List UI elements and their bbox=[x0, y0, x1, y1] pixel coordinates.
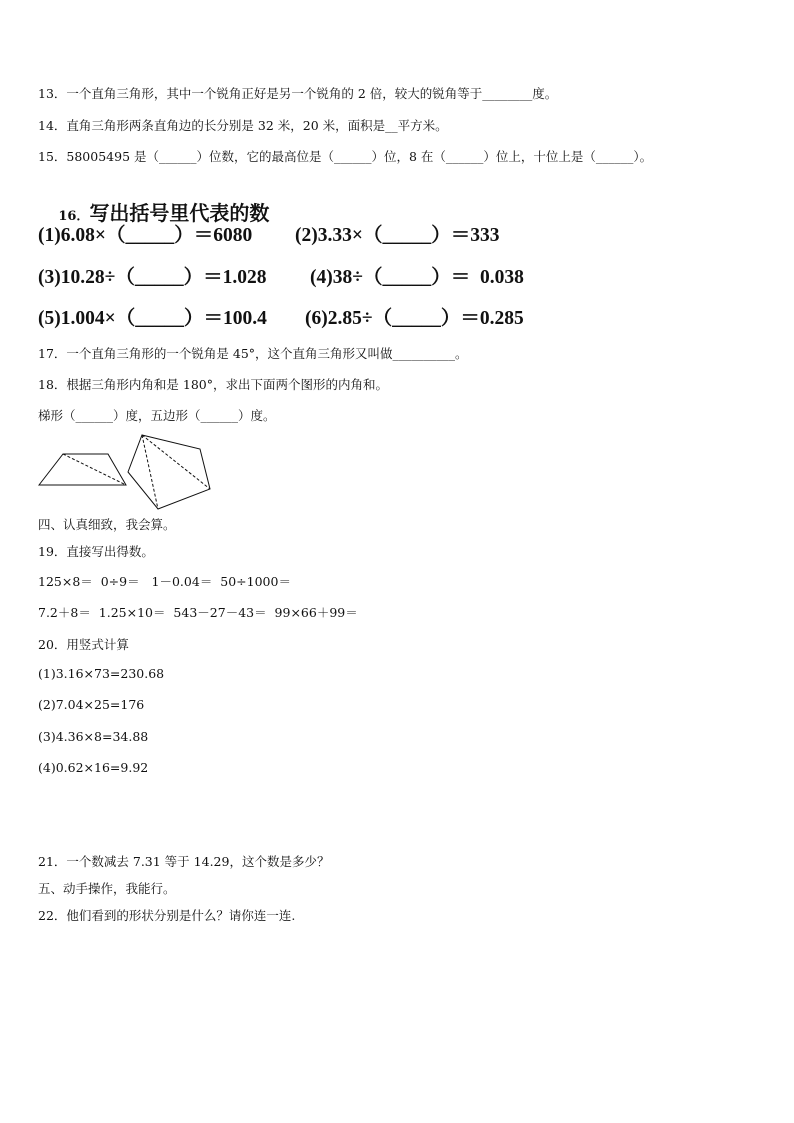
section-5-title: 五、动手操作，我能行。 bbox=[38, 881, 176, 896]
question-20-item-3: (3)4.36×8=34.88 bbox=[38, 729, 149, 744]
question-16-number: 16． bbox=[58, 209, 90, 224]
question-20: 20．用竖式计算 bbox=[38, 637, 129, 652]
question-20-item-2: (2)7.04×25=176 bbox=[38, 697, 145, 712]
question-13: 13．一个直角三角形，其中一个锐角正好是另一个锐角的 2 倍，较大的锐角等于________度。 bbox=[38, 86, 558, 101]
question-19-row-2: 7.2＋8＝ 1.25×10＝ 543－27－43＝ 99×66＋99＝ bbox=[38, 605, 358, 620]
question-18-answer-line: 梯形（______）度，五边形（______）度。 bbox=[38, 408, 276, 423]
question-19: 19．直接写出得数。 bbox=[38, 544, 154, 559]
q16-item-2: (2)3.33×（_____）＝333 bbox=[295, 225, 500, 246]
q16-item-4: (4)38÷（_____）＝ 0.038 bbox=[310, 267, 524, 288]
question-22: 22．他们看到的形状分别是什么？请你连一连. bbox=[38, 908, 296, 923]
q16-item-1: (1)6.08×（_____）＝6080 bbox=[38, 225, 253, 246]
pentagon-figure bbox=[128, 435, 210, 509]
question-15: 15．58005495 是（______）位数，它的最高位是（______）位，8 在（______）位上，十位上是（______）。 bbox=[38, 149, 653, 164]
question-20-item-4: (4)0.62×16=9.92 bbox=[38, 760, 149, 775]
question-16-title: 写出括号里代表的数 bbox=[89, 201, 270, 225]
question-17: 17．一个直角三角形的一个锐角是 45°，这个直角三角形又叫做__________。 bbox=[38, 346, 468, 361]
q16-item-3: (3)10.28÷（_____）＝1.028 bbox=[38, 267, 267, 288]
trapezoid-figure bbox=[39, 454, 126, 485]
question-19-row-1: 125×8＝ 0÷9＝ 1－0.04＝ 50÷1000＝ bbox=[38, 574, 291, 589]
section-4-title: 四、认真细致，我会算。 bbox=[38, 517, 176, 532]
trapezoid-pentagon-figures bbox=[36, 432, 236, 512]
q16-item-5: (5)1.004×（_____）＝100.4 bbox=[38, 308, 267, 329]
q16-item-6: (6)2.85÷（_____）＝0.285 bbox=[305, 308, 524, 329]
question-20-item-1: (1)3.16×73=230.68 bbox=[38, 666, 165, 681]
question-18: 18．根据三角形内角和是 180°，求出下面两个图形的内角和。 bbox=[38, 377, 388, 392]
question-21: 21．一个数减去 7.31 等于 14.29，这个数是多少？ bbox=[38, 854, 330, 869]
question-14: 14．直角三角形两条直角边的长分别是 32 米，20 米，面积是__平方米。 bbox=[38, 118, 448, 133]
